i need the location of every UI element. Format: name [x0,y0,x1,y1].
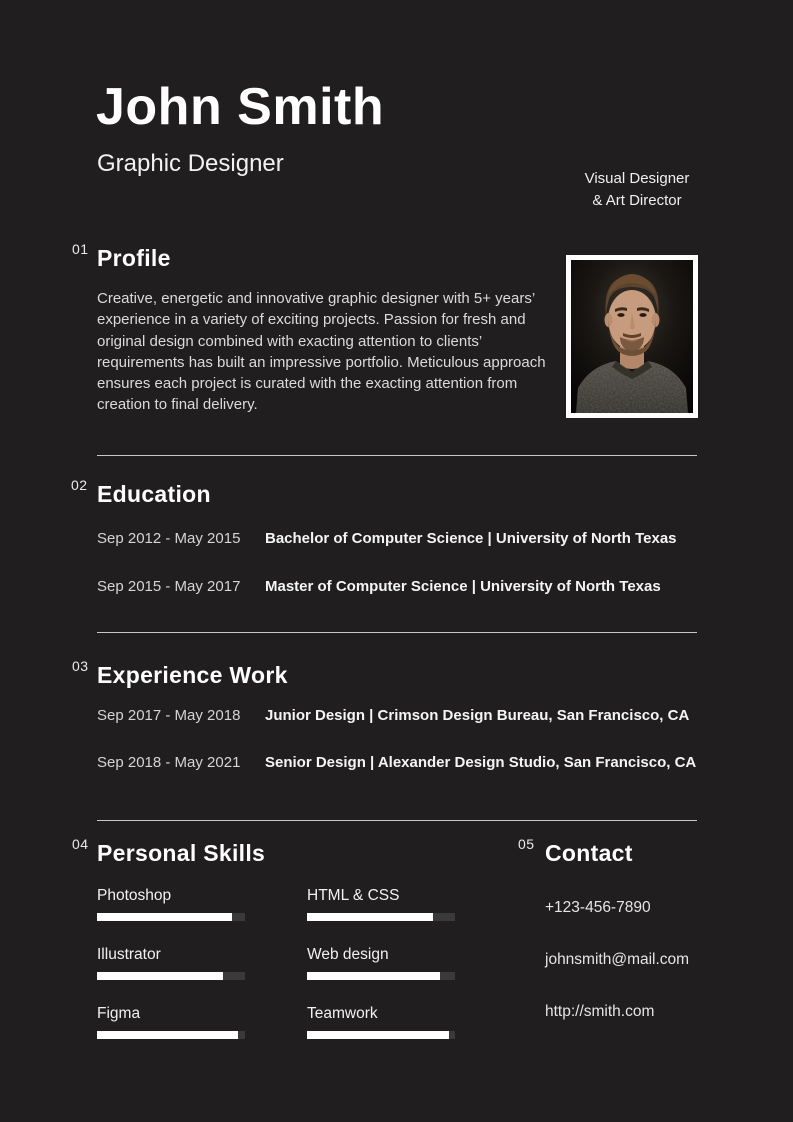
skill-bar-fill [97,972,223,980]
skill-bar-fill [97,913,232,921]
section-heading-experience: Experience Work [97,662,288,688]
experience-dates: Sep 2018 - May 2021 [97,754,241,771]
education-row [97,530,717,547]
profile-text: Creative, energetic and innovative graphic designer with 5+ years’ experience in a variety of exciting projects. Passion for fresh and original design combined with exacting attention to clients’ requirements has built an impressive portfolio. Meticulous approach ensures each project is curated with the exacting attention from creation to final delivery. [97,290,546,414]
skill-bar-fill [307,913,433,921]
skill-bar-track [97,1031,245,1039]
tagline-line-1: Visual Designer [584,170,690,187]
skill-item [97,946,267,980]
skill-item [307,946,477,980]
section-heading-profile: Profile [97,245,171,271]
education-dates: Sep 2012 - May 2015 [97,530,241,547]
skill-bar-track [307,1031,455,1039]
skill-bar-track [307,972,455,980]
skill-bar-fill [97,1031,238,1039]
contact-website: http://smith.com [545,1003,655,1020]
contact-list [545,899,689,1055]
section-number-experience: 03 [72,658,89,674]
section-heading-skills: Personal Skills [97,840,266,866]
skill-bar-track [307,913,455,921]
education-row [97,578,717,595]
divider [97,455,697,456]
skill-bar-track [97,972,245,980]
skill-label: Teamwork [307,1005,378,1022]
section-number-skills: 04 [72,836,89,852]
skill-item [307,887,477,921]
experience-dates: Sep 2017 - May 2018 [97,707,241,724]
section-heading-contact: Contact [545,840,633,866]
skills-column-left [97,887,267,1064]
skill-bar-fill [307,972,440,980]
section-heading-education: Education [97,481,211,507]
experience-description: Junior Design | Crimson Design Bureau, San Francisco, CA [265,707,690,724]
tagline-line-2: & Art Director [592,191,682,209]
education-description: Master of Computer Science | University of North Texas [265,578,661,595]
tagline [567,168,707,211]
education-dates: Sep 2015 - May 2017 [97,578,241,595]
profile-photo [566,255,698,418]
divider [97,632,697,633]
skill-item [307,1005,477,1039]
section-number-profile: 01 [72,241,89,257]
skill-label: HTML & CSS [307,887,400,904]
skill-bar-track [97,913,245,921]
divider [97,820,697,821]
skill-label: Web design [307,946,389,963]
education-description: Bachelor of Computer Science | University of North Texas [265,530,677,547]
experience-row [97,707,717,724]
skill-label: Figma [97,1005,141,1022]
experience-description: Senior Design | Alexander Design Studio, San Francisco, CA [265,754,697,771]
skill-label: Illustrator [97,946,161,963]
section-number-contact: 05 [518,836,535,852]
skill-label: Photoshop [97,887,172,904]
skill-item [97,887,267,921]
contact-phone: +123-456-7890 [545,899,651,916]
section-number-education: 02 [71,477,88,493]
portrait-illustration [571,260,693,413]
person-name: John Smith [96,78,385,136]
skill-item [97,1005,267,1039]
skill-bar-fill [307,1031,449,1039]
experience-row [97,754,717,771]
person-job-title: Graphic Designer [97,150,284,177]
contact-email: johnsmith@mail.com [545,951,690,968]
skills-column-right [307,887,477,1064]
